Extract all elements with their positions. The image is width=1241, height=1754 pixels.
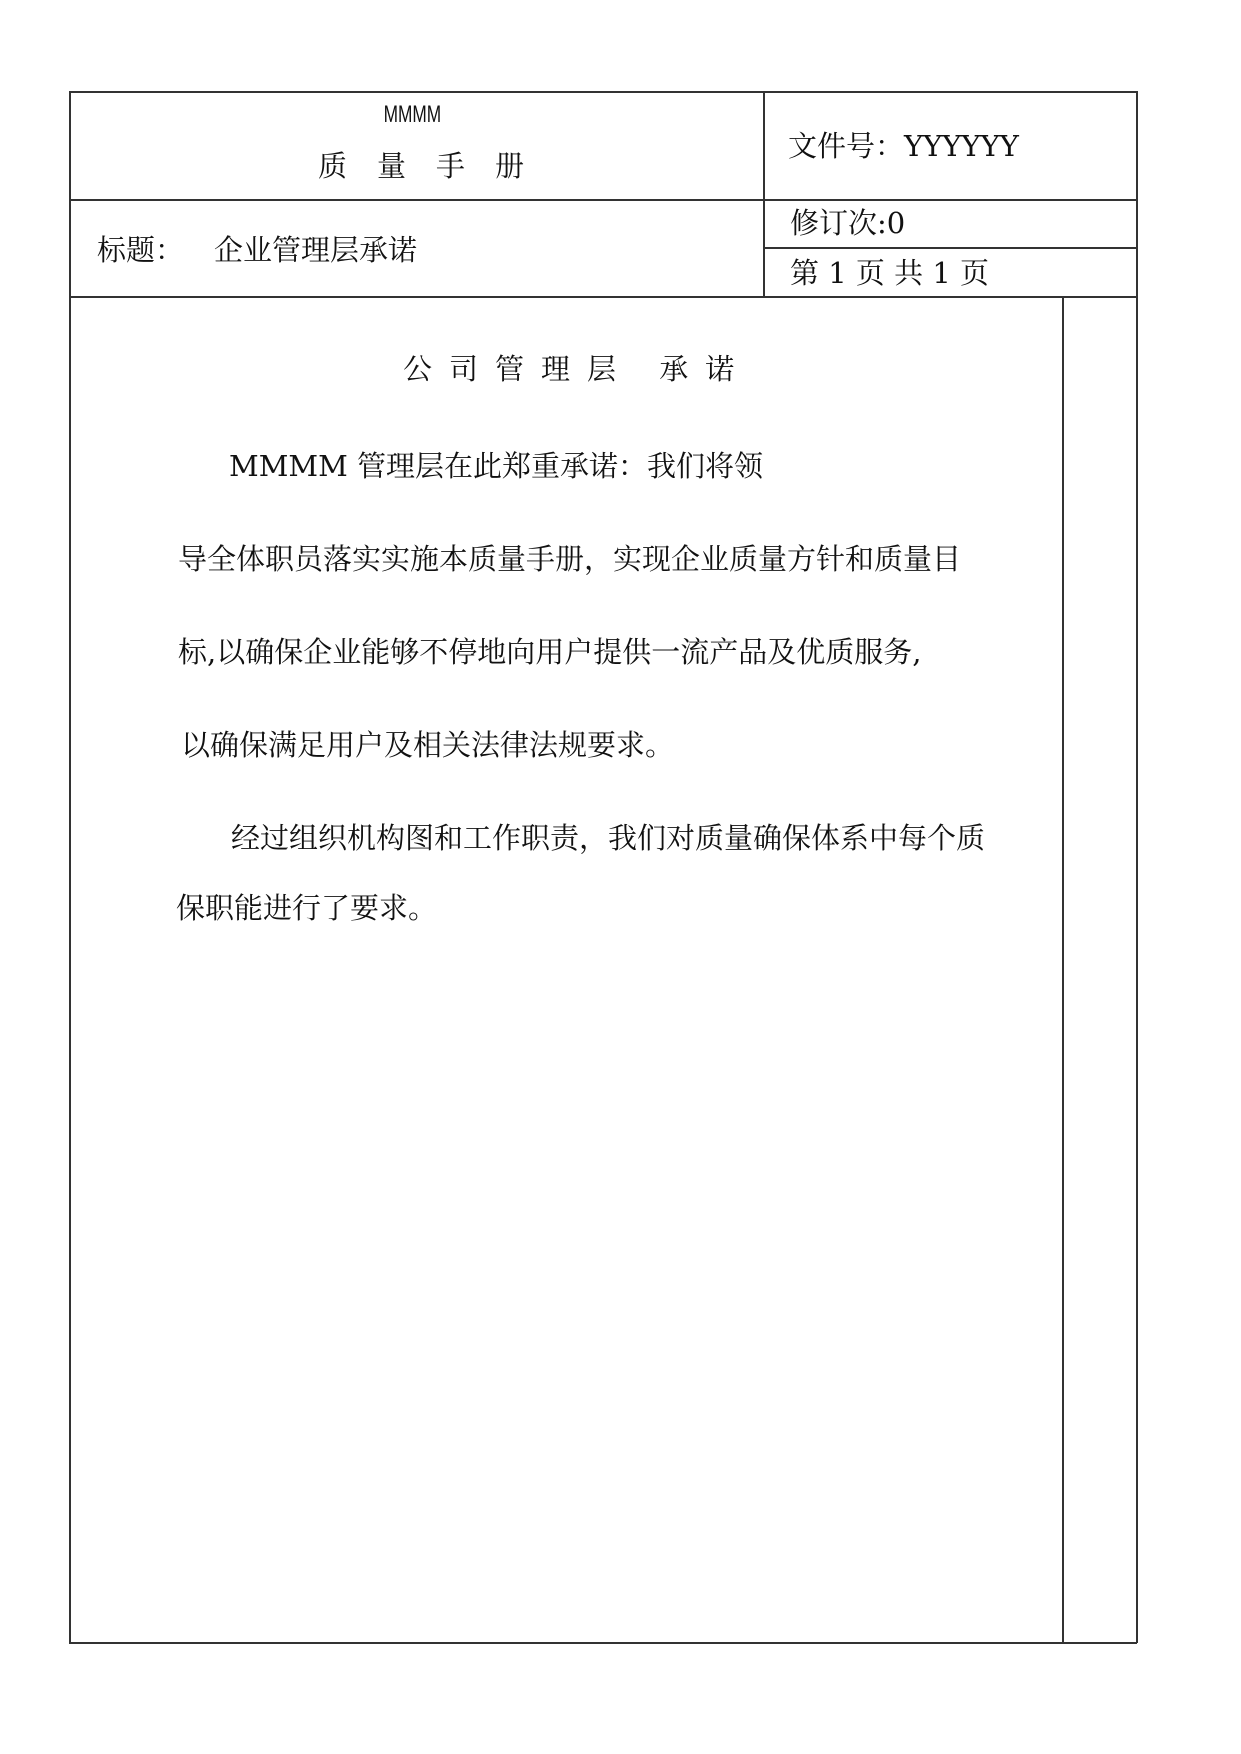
body-line-3: 标,以确保企业能够不停地向用户提供一流产品及优质服务, bbox=[178, 635, 922, 669]
body-line-2: 导全体职员落实实施本质量手册，实现企业质量方针和质量目 bbox=[178, 542, 962, 576]
table-border-top bbox=[69, 91, 1137, 93]
company-name: MMMM bbox=[383, 101, 442, 128]
title-label: 标题： bbox=[97, 233, 185, 267]
body-line-6: 保职能进行了要求。 bbox=[176, 891, 438, 925]
table-border-right bbox=[1136, 91, 1138, 1643]
table-border-left bbox=[69, 91, 71, 1643]
body-line-4: 以确保满足用户及相关法律法规要求。 bbox=[181, 728, 675, 762]
body-line-1: MMMM 管理层在此郑重承诺：我们将领 bbox=[229, 449, 763, 483]
title-value: 企业管理层承诺 bbox=[214, 233, 418, 267]
revision-number: 修订次:0 bbox=[790, 206, 906, 240]
table-column-divider bbox=[763, 91, 765, 297]
body-line-5: 经过组织机构图和工作职责，我们对质量确保体系中每个质 bbox=[231, 821, 986, 855]
table-margin-divider bbox=[1062, 296, 1064, 1643]
table-header-bottom bbox=[69, 296, 1137, 298]
document-title bbox=[97, 233, 418, 267]
table-cell-divider bbox=[763, 247, 1137, 249]
page-info: 第 1 页 共 1 页 bbox=[790, 256, 989, 290]
table-row-divider bbox=[69, 199, 1137, 201]
manual-title: 质量手册 bbox=[318, 149, 555, 183]
document-number: 文件号：YYYYYY bbox=[788, 129, 1019, 163]
content-heading: 公司管理层 承诺 bbox=[403, 352, 752, 386]
table-border-bottom bbox=[69, 1642, 1137, 1644]
